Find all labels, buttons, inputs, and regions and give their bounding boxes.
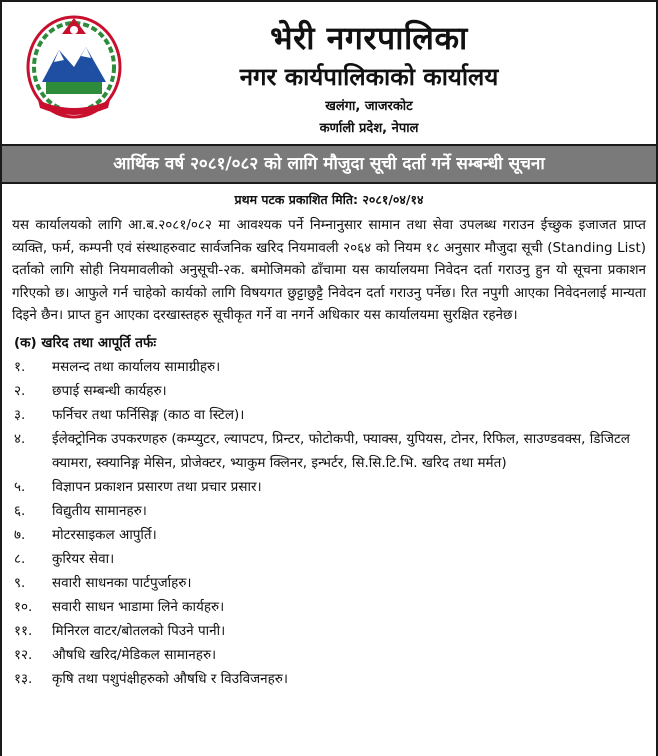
item-text: फर्निचर तथा फर्निसिङ्ग (काठ वा स्टिल)। bbox=[52, 406, 245, 423]
item-number: ८. bbox=[14, 550, 26, 567]
item-text: मसलन्द तथा कार्यालय सामाग्रीहरु। bbox=[52, 358, 221, 375]
list-item bbox=[14, 355, 644, 379]
item-number: ११. bbox=[14, 622, 33, 639]
list-item bbox=[14, 619, 644, 643]
item-text: विज्ञापन प्रकाशन प्रसारण तथा प्रचार प्रसार। bbox=[52, 478, 262, 495]
list-item bbox=[14, 523, 644, 547]
item-number: ५. bbox=[14, 478, 26, 495]
item-text: छपाई सम्बन्धी कार्यहरु। bbox=[52, 382, 167, 399]
item-text: कुरियर सेवा। bbox=[52, 550, 115, 567]
item-number: १०. bbox=[14, 598, 33, 615]
letterhead bbox=[2, 2, 656, 140]
address-line-2: कर्णाली प्रदेश, नेपाल bbox=[319, 121, 419, 136]
list-item bbox=[14, 403, 644, 427]
item-text: कृषि तथा पशुपंक्षीहरुको औषधि र विउविजनहरु। bbox=[52, 670, 288, 687]
item-number: ४. bbox=[14, 430, 26, 447]
item-number: ९. bbox=[14, 574, 26, 591]
office-name: नगर कार्यपालिकाको कार्यालय bbox=[239, 63, 499, 91]
item-text: औषधि खरिद/मेडिकल सामानहरु। bbox=[52, 646, 217, 663]
item-number: १२. bbox=[14, 646, 33, 663]
nepal-government-emblem-icon bbox=[24, 12, 124, 122]
list-item bbox=[14, 547, 644, 571]
item-text: सवारी साधनका पार्टपुर्जाहरु। bbox=[52, 574, 192, 591]
item-number: १. bbox=[14, 358, 26, 375]
item-text: विद्युतीय सामानहरु। bbox=[52, 502, 147, 519]
notice-intro-paragraph: यस कार्यालयको लागि आ.ब.२०८१/०८२ मा आवश्यक पर्ने निम्नानुसार सामान तथा सेवा उपलब्ध गराउन ईच्छुक इजाजत प्राप्त व्यक्ति, फर्म, कम्पनी एवं संस्थाहरुवाट सार्वजनिक खरिद नियमावली २०६४ को नियम १८ अनुसार मौजुदा सूची (Standing List) दर्ताको लागि सोही नियमावलीको अनुसूची-२क. बमोजिमको ढाँचामा यस कार्यालयमा निवेदन दर्ता गराउनु हुन यो सूचना प्रकाशन गरिएको छ। आफुले गर्न चाहेको कार्यको लागि विषयगत छुट्टाछुट्टै निवेदन दर्ता गराउनु पर्नेछ। रित नपुगी आएका निवेदनलाई मान्यता दिइने छैन। प्राप्त हुन आएका दरखास्तहरु सूचीकृत गर्ने वा नगर्ने अधिकार यस कार्यालयमा सुरक्षित रहनेछ। bbox=[12, 217, 646, 323]
item-number: २. bbox=[14, 382, 26, 399]
list-item bbox=[14, 571, 644, 595]
item-text: सवारी साधन भाडामा लिने कार्यहरु। bbox=[52, 598, 225, 615]
address-line-1: खलंगा, जाजरकोट bbox=[325, 99, 413, 114]
item-text: मिनिरल वाटर/बोतलको पिउने पानी। bbox=[52, 622, 226, 639]
item-number: ३. bbox=[14, 406, 26, 423]
list-item bbox=[14, 499, 644, 523]
item-text: मोटरसाइकल आपुर्ति। bbox=[52, 526, 157, 543]
section-heading-procurement: (क) खरिद तथा आपूर्ति तर्फः bbox=[14, 334, 157, 351]
publish-date: प्रथम पटक प्रकाशित मिति: २०८१/०४/१४ bbox=[234, 192, 424, 207]
list-item bbox=[14, 595, 644, 619]
organization-name: भेरी नगरपालिका bbox=[270, 19, 468, 57]
item-text: ईलेक्ट्रोनिक उपकरणहरु (कम्प्युटर, ल्यापटप, प्रिन्टर, फोटोकपी, फ्याक्स, युपियस, टोनर, रिफिल, साउण्डवक्स, डिजिटल क्यामरा, स्क्यानिङ्ग मेसिन, प्रोजेक्टर, भ्याकुम क्लिनर, इन्भर्टर, सि.सि.टि.भि. खरिद तथा मर्मत) bbox=[52, 430, 630, 471]
list-item bbox=[14, 643, 644, 667]
list-item bbox=[14, 667, 644, 691]
item-number: १३. bbox=[14, 670, 33, 687]
list-item bbox=[14, 475, 644, 499]
item-number: ७. bbox=[14, 526, 26, 543]
item-number: ६. bbox=[14, 502, 26, 519]
procurement-item-list bbox=[2, 355, 656, 691]
list-item bbox=[14, 427, 644, 475]
notice-title: आर्थिक वर्ष २०८१/०८२ को लागि मौजुदा सूची दर्ता गर्ने सम्बन्धी सूचना bbox=[2, 144, 656, 184]
list-item bbox=[14, 379, 644, 403]
